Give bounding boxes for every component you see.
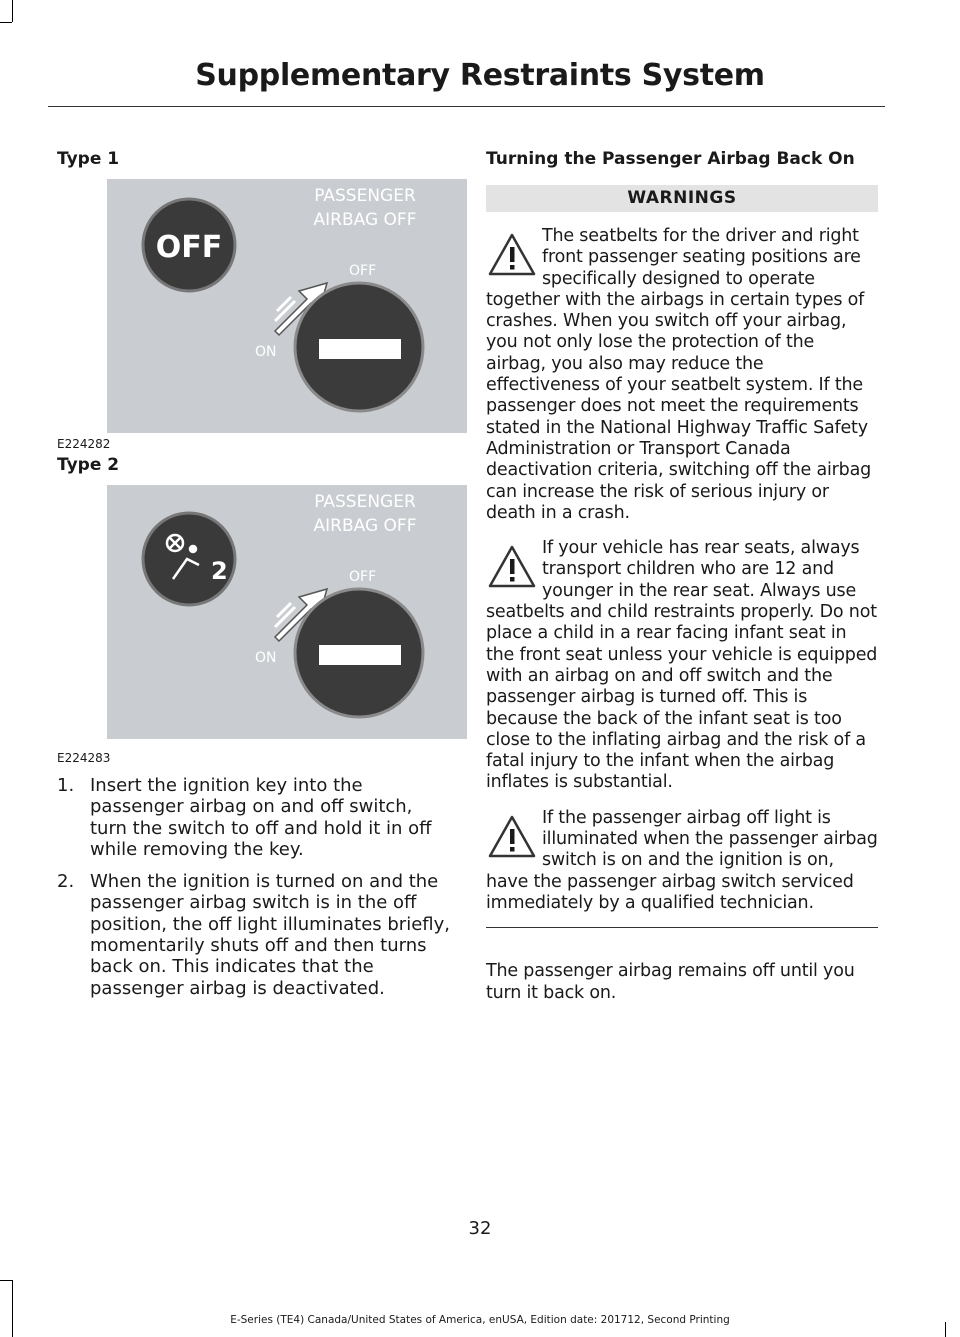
steps-list xyxy=(57,775,452,999)
figure2-on-label: ON xyxy=(255,650,277,666)
warning-item xyxy=(486,538,878,794)
footer-text: E-Series (TE4) Canada/United States of America, enUSA, Edition date: 201712, Second Printing xyxy=(230,1314,730,1326)
figure2-code: E224283 xyxy=(57,751,111,765)
figure1-panel-text-line2: AIRBAG OFF xyxy=(313,210,417,230)
figure1-code: E224282 xyxy=(57,437,111,451)
figure1-off-label: OFF xyxy=(349,263,377,279)
figure1-key-slot xyxy=(319,339,401,359)
crop-mark-bottom-left-vertical xyxy=(12,1280,13,1337)
warning-item xyxy=(486,226,878,524)
figure1-panel-text-line1: PASSENGER xyxy=(314,186,416,206)
warning-text: The seatbelts for the driver and right front passenger seating positions are specifically designed to operate together with the airbags in certain types of crashes. When you switch off your airbag, you not only lose the protection of the airbag, you also may reduce the effectiveness of your seatbelt system. If the passenger does not meet the requirements stated in the National Highway Traffic Safety Administration or Transport Canada deactivation criteria, switching off the airbag can increase the risk of serious injury or death in a crash. xyxy=(486,226,872,523)
airbag-switch-type2-illustration xyxy=(107,479,467,741)
step-number: 1. xyxy=(57,775,75,796)
warning-triangle-icon xyxy=(486,230,538,282)
warning-item xyxy=(486,808,878,914)
step-text: Insert the ignition key into the passenger airbag on and off switch, turn the switch to off and hold it in off while removing the key. xyxy=(90,775,432,860)
warnings-end-rule xyxy=(486,927,878,928)
figure2-panel-text-line1: PASSENGER xyxy=(314,492,416,512)
step-number: 2. xyxy=(57,871,75,893)
left-column xyxy=(57,145,452,1010)
crop-mark-bottom-left-horizontal xyxy=(0,1280,12,1281)
airbag-switch-type1-illustration xyxy=(107,173,467,435)
figure-type2 xyxy=(57,479,452,765)
figure1-indicator-text: OFF xyxy=(155,230,223,265)
warning-text: If your vehicle has rear seats, always transport children who are 12 and younger in the rear seat. Always use seatbelts and child restraints properly. Do not place a child in a rear facing infant seat in the front seat unless your vehicle is equipped with an airbag on and off switch and the passenger airbag is turned off. This is because the back of the infant seat is too close to the inflating airbag and the risk of a fatal injury to the infant when the airbag inflates is substantial. xyxy=(486,538,878,793)
warning-text: If the passenger airbag off light is illuminated when the passenger airbag switch is on and the ignition is on, have the passenger airbag switch serviced immediately by a qualified technician. xyxy=(486,807,878,913)
step-item xyxy=(57,775,452,860)
figure-type1 xyxy=(57,173,452,451)
page-header-title: Supplementary Restraints System xyxy=(195,58,765,93)
type2-label: Type 2 xyxy=(57,455,120,475)
step-text: When the ignition is turned on and the passenger airbag switch is in the off position, the off light illuminates briefly, momentarily shuts off and then turns back on. This indicates that the passenger airbag is deactivated. xyxy=(90,871,450,999)
header-rule xyxy=(48,106,885,107)
figure2-off-label: OFF xyxy=(349,569,377,585)
section-title: Turning the Passenger Airbag Back On xyxy=(486,149,855,169)
warnings-header: WARNINGS xyxy=(486,185,878,212)
figure2-key-slot xyxy=(319,645,401,665)
figure1-on-label: ON xyxy=(255,344,277,360)
step-item xyxy=(57,871,452,999)
warning-triangle-icon xyxy=(486,542,538,594)
warning-triangle-icon xyxy=(486,812,538,864)
page-number: 32 xyxy=(468,1218,492,1239)
type1-label: Type 1 xyxy=(57,149,120,169)
figure2-panel-text-line2: AIRBAG OFF xyxy=(313,516,417,536)
figure2-indicator-symbol: 2 xyxy=(211,557,228,585)
crop-mark-top-left-vertical xyxy=(12,0,13,22)
body-paragraph: The passenger airbag remains off until you turn it back on. xyxy=(486,961,855,1003)
right-column xyxy=(486,145,878,1004)
crop-mark-top-left-horizontal xyxy=(0,22,12,23)
